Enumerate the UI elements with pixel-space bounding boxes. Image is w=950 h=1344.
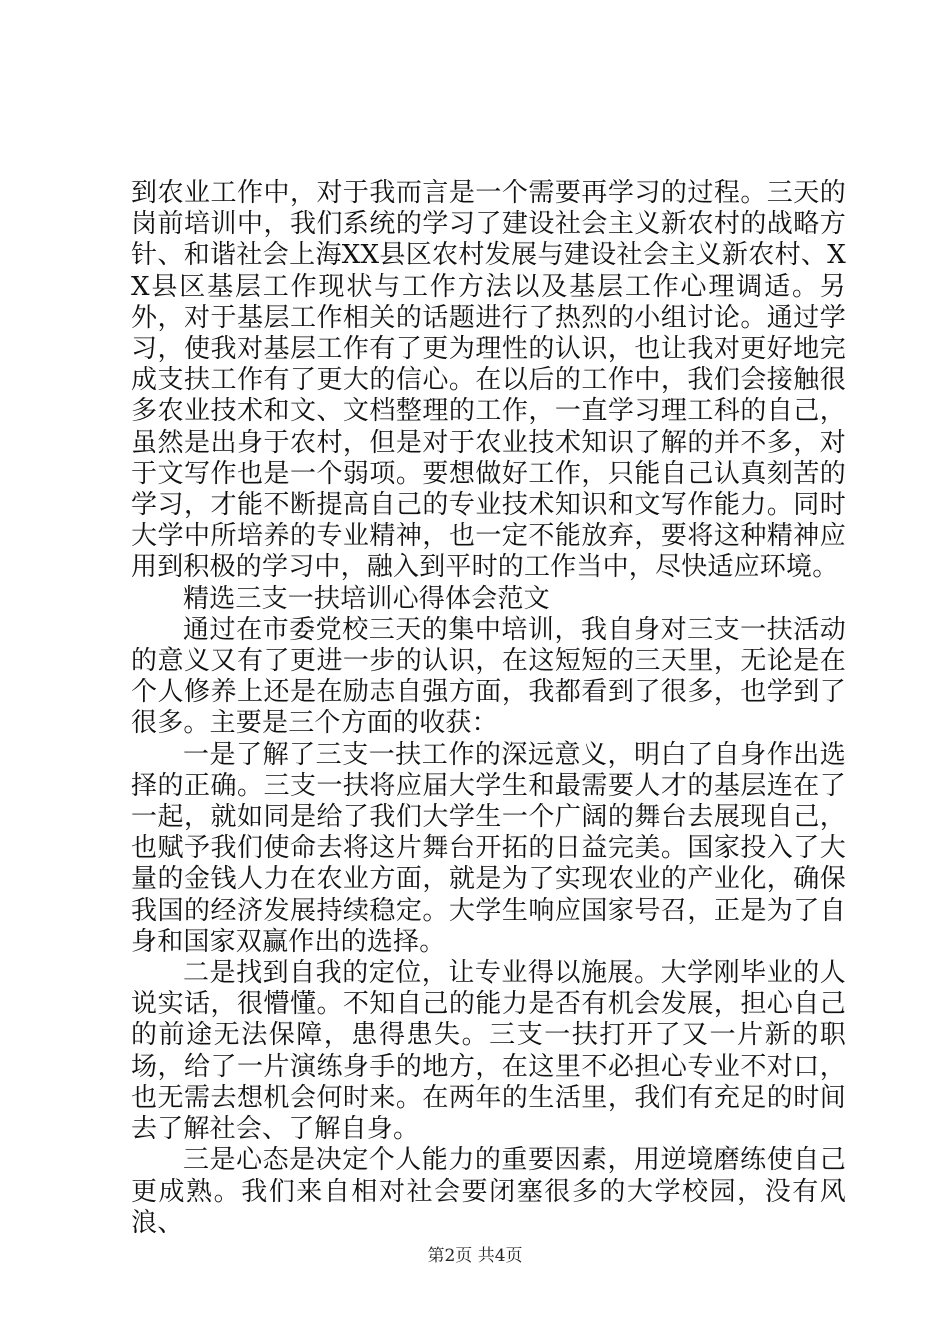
paragraph-point-three: 三是心态是决定个人能力的重要因素，用逆境磨练使自己更成熟。我们来自相对社会要闭塞很多的大学校园，没有风浪、 (131, 1145, 846, 1238)
paragraph-intro: 通过在市委党校三天的集中培训，我自身对三支一扶活动的意义又有了更进一步的认识，在这短短的三天里，无论是在个人修养上还是在励志自强方面，我都看到了很多，也学到了很多。主要是三个方面的收获： (131, 614, 846, 739)
document-body (131, 178, 846, 1239)
paragraph-point-one: 一是了解了三支一扶工作的深远意义，明白了自身作出选择的正确。三支一扶将应届大学生和最需要人才的基层连在了一起，就如同是给了我们大学生一个广阔的舞台去展现自己，也赋予我们使命去将这片舞台开拓的日益完美。国家投入了大量的金钱人力在农业方面，就是为了实现农业的产业化，确保我国的经济发展持续稳定。大学生响应国家号召，正是为了自身和国家双赢作出的选择。 (131, 739, 846, 957)
page-footer: 第2页 共4页 (427, 1246, 523, 1266)
section-heading: 精选三支一扶培训心得体会范文 (183, 583, 550, 614)
paragraph-continuation: 到农业工作中，对于我而言是一个需要再学习的过程。三天的岗前培训中，我们系统的学习了建设社会主义新农村的战略方针、和谐社会上海XX县区农村发展与建设社会主义新农村、XX县区基层工作现状与工作方法以及基层工作心理调适。另外，对于基层工作相关的话题进行了热烈的小组讨论。通过学习，使我对基层工作有了更为理性的认识，也让我对更好地完成支扶工作有了更大的信心。在以后的工作中，我们会接触很多农业技术和文、文档整理的工作，一直学习理工科的自己，虽然是出身于农村，但是对于农业技术知识了解的并不多，对于文写作也是一个弱项。要想做好工作，只能自己认真刻苦的学习，才能不断提高自己的专业技术知识和文写作能力。同时大学中所培养的专业精神，也一定不能放弃，要将这种精神应用到积极的学习中，融入到平时的工作当中，尽快适应环境。 (131, 178, 846, 583)
paragraph-point-two: 二是找到自我的定位，让专业得以施展。大学刚毕业的人说实话，很懵懂。不知自己的能力是否有机会发展，担心自己的前途无法保障，患得患失。三支一扶打开了又一片新的职场，给了一片演练身手的地方，在这里不必担心专业不对口，也无需去想机会何时来。在两年的生活里，我们有充足的时间去了解社会、了解自身。 (131, 958, 846, 1145)
